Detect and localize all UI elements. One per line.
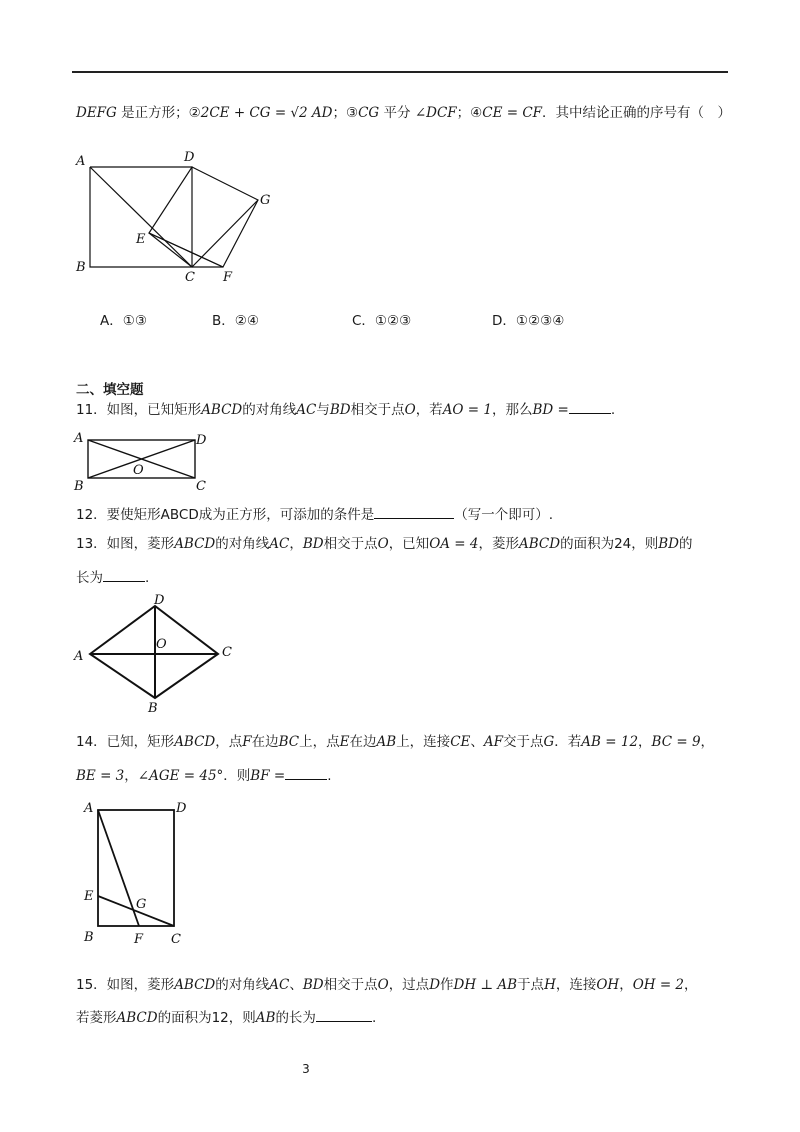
q14-label-c: C [171,932,181,947]
q15-text-5: ，过点 [388,977,430,993]
q10-label-g: G [260,193,271,208]
q13-figure [70,592,245,721]
q11-label-o: O [133,463,144,478]
q13-answer-blank[interactable] [103,569,145,582]
q13-text-5: ，已知 [388,536,430,552]
q11-figure [70,428,220,498]
q13-text-6: ，菱形 [478,536,519,552]
q14-text-2: ，点 [215,734,243,750]
q13-label-o: O [156,637,167,652]
q13-text-8: 的 [679,536,693,552]
q10-label-b: B [76,260,86,275]
q15-answer-blank[interactable] [316,1009,372,1022]
q13-label-c: C [222,645,232,660]
q14-answer-blank[interactable] [285,767,327,780]
q14-math-ab-value: AB = 12 [581,734,639,750]
q11-math-ask: BD = [532,402,569,418]
q14-label-e: E [84,889,94,904]
q14-math-ce: CE [450,734,471,750]
q11-text-6: ，那么 [492,402,533,418]
q10-label-a: A [76,154,86,169]
q15-text-4: 相交于点 [323,977,378,993]
q13-math-bd-2: BD [658,536,680,552]
q15-math-perp: DH ⊥ AB [453,977,518,993]
q14-math-ab: AB [376,734,397,750]
q14-text-11: ， [700,734,715,750]
q14-text-7: 、 [470,734,484,750]
q10-option-d[interactable]: D．①②③④ [492,313,565,329]
q11-answer-blank[interactable] [569,401,611,414]
q11-math-abcd: ABCD [201,402,243,418]
q11-text-1: 11．如图，已知矩形 [76,402,202,418]
q11-statement [76,400,615,420]
q15-text-7: 于点 [517,977,545,993]
q10-label-c: C [185,270,195,285]
q10-segment-cg [192,200,258,267]
q15-text-12: 的面积为12，则 [157,1010,256,1026]
q14-label-d: D [176,801,187,816]
q14-figure [74,798,199,952]
q14-text-3: 在边 [251,734,279,750]
q15-statement-line1 [76,975,698,995]
q11-text-end: . [610,402,616,418]
q14-text-13: ．则 [223,768,251,784]
q14-text-1: 14．已知，矩形 [76,734,175,750]
q10-option-a[interactable]: A．①③ [100,313,147,329]
q13-label-d: D [154,593,165,608]
q11-text-5: ，若 [415,402,443,418]
q14-text-6: 上，连接 [396,734,451,750]
q10-label-f: F [223,270,233,285]
q15-math-cond: OH = 2 [632,977,685,993]
q14-math-be-value: BE = 3 [76,768,125,784]
q12-answer-blank[interactable] [374,506,454,519]
q15-statement-line2 [76,1008,376,1028]
q14-text-8: 交于点 [503,734,544,750]
q14-math-e: E [339,734,350,750]
q13-text-3: ， [289,536,303,552]
q10-math-angle: ∠DCF [414,105,457,121]
q13-math-abcd: ABCD [174,536,216,552]
q11-math-bd: BD [329,402,351,418]
q13-math-o: O [377,536,389,552]
q10-diagonal-ac [90,167,192,267]
q15-text-10: ， [684,977,698,993]
q11-math-o: O [404,402,416,418]
q13-text-1: 13．如图，菱形 [76,536,175,552]
q10-label-e: E [136,232,146,247]
q15-text-8: ，连接 [555,977,597,993]
q14-text-10: ， [638,734,652,750]
q11-text-3: 与 [316,402,330,418]
q10-math-eq1: 2CE + CG = √2 AD [200,105,333,121]
q11-label-c: C [196,479,206,494]
q14-math-bc-value: BC = 9 [651,734,701,750]
q13-text-2: 的对角线 [215,536,270,552]
q13-text-4: 相交于点 [323,536,378,552]
q14-label-a: A [84,801,94,816]
q10-text-1: 是正方形；② [116,105,201,121]
q14-text-9: ．若 [554,734,582,750]
page-number: 3 [302,1062,310,1076]
q15-text-13: 的长为 [275,1010,316,1026]
q15-text-3: 、 [289,977,303,993]
q14-text-end: . [327,768,332,784]
q10-text-3: 平分 [379,105,415,121]
q15-math-o: O [377,977,389,993]
q15-math-abcd-2: ABCD [116,1010,158,1026]
q11-text-2: 的对角线 [242,402,297,418]
q14-label-b: B [84,930,94,945]
q15-text-9: ， [619,977,633,993]
q14-text-4: 上，点 [299,734,340,750]
q14-math-bc: BC [278,734,300,750]
q14-label-g: G [136,897,147,912]
q15-text-1: 15．如图，菱形 [76,977,175,993]
q15-math-oh: OH [596,977,620,993]
q11-math-ac: AC [296,402,317,418]
q14-segment-af [98,810,139,926]
q15-text-end: . [371,1010,377,1026]
q11-label-b: B [74,479,84,494]
q15-math-d: D [429,977,441,993]
q14-math-g: G [543,734,555,750]
q11-math-cond: AO = 1 [442,402,492,418]
q14-text-5: 在边 [349,734,377,750]
q13-math-cond: OA = 4 [429,536,479,552]
q15-math-ac: AC [269,977,290,993]
q12-statement [76,505,553,525]
q10-statement [76,103,731,123]
q10-option-c[interactable]: C．①②③ [352,313,412,329]
q14-math-abcd: ABCD [174,734,216,750]
q13-math-abcd-2: ABCD [519,536,561,552]
q10-option-b[interactable]: B．②④ [212,313,259,329]
q10-text-2: ；③ [332,105,359,121]
q10-figure [70,145,280,289]
q14-math-f: F [242,734,252,750]
q14-statement-line2 [76,766,331,786]
q13-text-7: 的面积为24，则 [560,536,659,552]
q14-math-angle: ∠AGE = 45° [137,768,224,784]
q14-label-f: F [134,932,144,947]
q13-statement-line1 [76,534,693,554]
q12-text-1: 12．要使矩形ABCD成为正方形，可添加的条件是 [76,507,375,523]
q13-text-9: 长为 [76,570,103,586]
q10-math-cg: CG [358,105,380,121]
q15-math-abcd: ABCD [174,977,216,993]
q10-text-4: ；④ [456,105,483,121]
q13-label-a: A [74,649,84,664]
q10-math-defg: DEFG [76,105,117,121]
q13-text-end: . [145,570,150,586]
q14-statement-line1 [76,732,714,752]
q13-math-ac: AC [269,536,290,552]
section-title-fill-in: 二、填空题 [76,382,144,398]
q15-math-bd: BD [302,977,324,993]
q13-statement-line2 [76,568,149,588]
q14-text-12: ， [124,768,138,784]
q15-text-6: 作 [440,977,454,993]
q15-text-11: 若菱形 [76,1010,117,1026]
q11-text-4: 相交于点 [350,402,405,418]
q13-label-b: B [148,701,158,716]
q10-label-d: D [184,150,195,165]
q15-text-2: 的对角线 [215,977,270,993]
q15-math-h: H [544,977,556,993]
q10-text-5: ．其中结论正确的序号有（ ） [542,105,732,121]
q11-label-a: A [74,431,84,446]
q14-math-ask: BF = [250,768,286,784]
q14-math-af: AF [483,734,503,750]
q15-math-ab: AB [255,1010,276,1026]
q13-math-bd: BD [302,536,324,552]
q11-label-d: D [196,433,207,448]
header-rule [72,71,728,73]
q10-math-eq2: CE = CF [482,105,543,121]
q12-text-2: （写一个即可）. [454,507,554,523]
